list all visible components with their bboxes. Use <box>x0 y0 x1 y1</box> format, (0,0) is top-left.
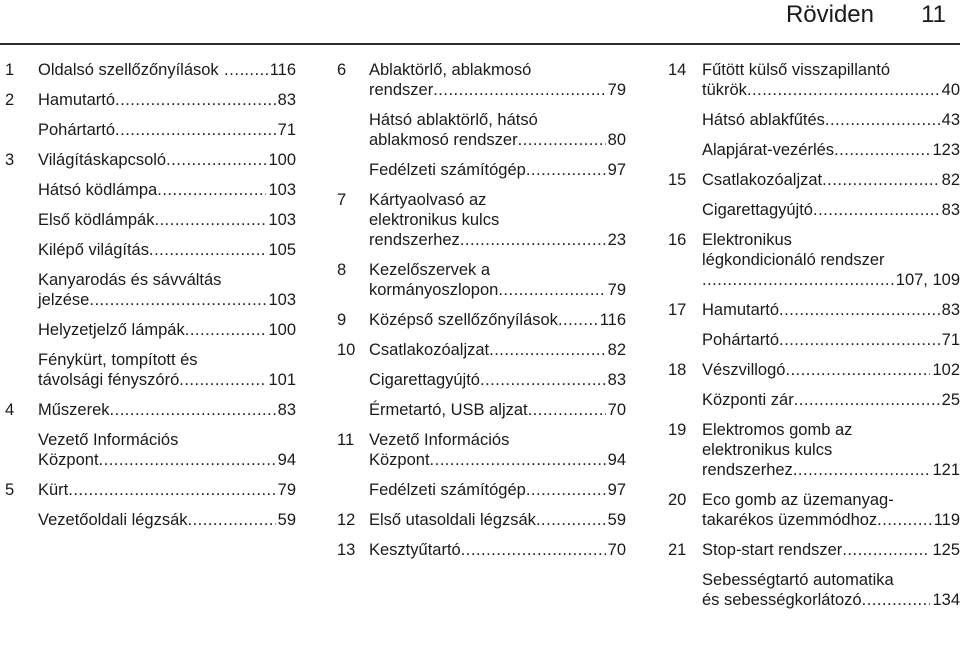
page-reference: 83 <box>607 371 626 389</box>
callout-number: 16 <box>668 231 687 249</box>
index-entry <box>0 90 302 110</box>
index-entry <box>330 510 632 530</box>
index-column-3 <box>665 60 960 620</box>
index-entry <box>330 110 632 150</box>
entry-text: rendszer <box>369 81 434 99</box>
index-entry <box>0 180 302 200</box>
index-entry <box>330 540 632 560</box>
index-entry <box>0 270 302 310</box>
dot-leader <box>834 140 930 160</box>
entry-text: Hátsó ködlámpa <box>38 181 158 199</box>
dot-leader <box>166 150 266 170</box>
dot-leader <box>813 200 940 220</box>
dot-leader <box>185 320 267 340</box>
dot-leader <box>558 310 598 330</box>
dot-leader <box>793 460 931 480</box>
index-entry <box>0 240 302 260</box>
dot-leader <box>779 300 940 320</box>
index-entry <box>665 140 960 160</box>
dot-leader <box>115 90 276 110</box>
dot-leader <box>518 130 606 150</box>
index-column-2 <box>330 60 632 570</box>
entry-text: Sebességtartó automatika <box>702 571 894 589</box>
dot-leader <box>89 290 266 310</box>
entry-text: Vészvillogó <box>702 361 786 379</box>
index-entry <box>330 160 632 180</box>
entry-text: Fedélzeti számítógép <box>369 481 526 499</box>
page-reference: 70 <box>607 401 626 419</box>
callout-number: 13 <box>337 541 356 559</box>
entry-text: Első ködlámpák <box>38 211 155 229</box>
entry-text: Érmetartó, USB aljzat <box>369 401 528 419</box>
dot-leader <box>460 230 606 250</box>
entry-text: Központ <box>38 451 99 469</box>
index-entry <box>0 210 302 230</box>
index-entry <box>665 200 960 220</box>
index-entry <box>665 390 960 410</box>
dot-leader <box>862 590 931 610</box>
callout-number: 3 <box>5 151 15 169</box>
dot-leader <box>526 160 606 180</box>
entry-text: Elektronikus <box>702 231 792 249</box>
dot-leader <box>877 510 932 530</box>
page-reference: 43 <box>941 111 960 129</box>
page-reference: 59 <box>607 511 626 529</box>
header-rule <box>0 43 960 45</box>
index-entry <box>330 430 632 470</box>
entry-text: Fedélzeti számítógép <box>369 161 526 179</box>
page-reference: 79 <box>607 81 626 99</box>
index-entry <box>0 120 302 140</box>
callout-number: 15 <box>668 171 687 189</box>
entry-text: Alapjárat-vezérlés <box>702 141 835 159</box>
index-entry <box>0 510 302 530</box>
page-reference: 80 <box>607 131 626 149</box>
callout-number: 19 <box>668 421 687 439</box>
index-entry <box>330 370 632 390</box>
dot-leader <box>110 400 276 420</box>
index-entry <box>330 340 632 360</box>
page-reference: 97 <box>607 161 626 179</box>
entry-text: Hátsó ablakfűtés <box>702 111 825 129</box>
index-entry <box>0 400 302 420</box>
callout-number: 18 <box>668 361 687 379</box>
entry-text: Hamutartó <box>702 301 780 319</box>
dot-leader <box>779 330 940 350</box>
index-entry <box>330 400 632 420</box>
page-reference: 116 <box>599 311 626 329</box>
dot-leader <box>825 110 940 130</box>
callout-number: 17 <box>668 301 687 319</box>
entry-text: Kezelőszervek a <box>369 261 491 279</box>
dot-leader <box>842 540 930 560</box>
page-reference: 105 <box>268 241 296 259</box>
page-reference: 83 <box>277 91 296 109</box>
page-reference: 97 <box>607 481 626 499</box>
index-entry <box>330 190 632 250</box>
index-entry <box>665 60 960 100</box>
entry-text: Elektromos gomb az <box>702 421 853 439</box>
dot-leader <box>498 280 605 300</box>
index-entry <box>665 420 960 480</box>
entry-text: Középső szellőzőnyílások <box>369 311 558 329</box>
page-reference: 83 <box>941 301 960 319</box>
dot-leader <box>526 480 606 500</box>
entry-text: Vezetőoldali légzsák <box>38 511 188 529</box>
dot-leader <box>536 510 606 530</box>
page-reference: 83 <box>941 201 960 219</box>
page-reference: 116 <box>269 61 296 79</box>
dot-leader <box>154 210 266 230</box>
dot-leader <box>157 180 266 200</box>
page-reference: 100 <box>268 151 296 169</box>
callout-number: 5 <box>5 481 15 499</box>
page-reference: 71 <box>941 331 960 349</box>
entry-text: Vezető Információs <box>369 431 510 449</box>
entry-text: légkondicionáló rendszer <box>702 251 885 269</box>
callout-number: 10 <box>337 341 356 359</box>
page-reference: 125 <box>932 541 960 559</box>
entry-text: távolsági fényszóró <box>38 371 180 389</box>
entry-text: ablakmosó rendszer <box>369 131 518 149</box>
entry-text: Oldalsó szellőzőnyílások …. <box>38 61 245 79</box>
entry-text: takarékos üzemmódhoz <box>702 511 878 529</box>
dot-leader <box>794 390 940 410</box>
dot-leader <box>149 240 266 260</box>
dot-leader <box>822 170 940 190</box>
page-reference: 71 <box>277 121 296 139</box>
dot-leader <box>528 400 606 420</box>
index-entry <box>665 170 960 190</box>
page-reference: 40 <box>941 81 960 99</box>
page-reference: 102 <box>932 361 960 379</box>
page-reference: 59 <box>277 511 296 529</box>
callout-number: 8 <box>337 261 347 279</box>
callout-number: 11 <box>337 431 355 449</box>
page-reference: 83 <box>277 401 296 419</box>
section-title: Röviden <box>785 1 874 28</box>
page-reference: 101 <box>268 371 296 389</box>
callout-number: 14 <box>668 61 687 79</box>
page-reference: 70 <box>607 541 626 559</box>
index-entry <box>0 480 302 500</box>
index-entry <box>330 310 632 330</box>
entry-text: Csatlakozóaljzat <box>702 171 823 189</box>
page-reference: 121 <box>932 461 960 479</box>
dot-leader <box>489 340 606 360</box>
dot-leader <box>244 60 267 80</box>
entry-text: Vezető Információs <box>38 431 179 449</box>
index-entry <box>330 480 632 500</box>
entry-text: Eco gomb az üzemanyag- <box>702 491 894 509</box>
index-column-1 <box>0 60 302 540</box>
entry-text: Stop-start rendszer <box>702 541 843 559</box>
page-reference: 79 <box>607 281 626 299</box>
page-reference: 94 <box>607 451 626 469</box>
entry-text: Kürt <box>38 481 69 499</box>
entry-text: elektronikus kulcs <box>369 211 500 229</box>
page-reference: 107, 109 <box>895 271 960 289</box>
page-reference: 134 <box>932 591 960 609</box>
callout-number: 9 <box>337 311 347 329</box>
entry-text: Csatlakozóaljzat <box>369 341 490 359</box>
entry-text: Világításkapcsoló <box>38 151 167 169</box>
entry-text: Fénykürt, tompított és <box>38 351 198 369</box>
dot-leader <box>68 480 275 500</box>
callout-number: 12 <box>337 511 356 529</box>
dot-leader <box>430 450 606 470</box>
entry-text: és sebességkorlátozó <box>702 591 862 609</box>
dot-leader <box>480 370 606 390</box>
dot-leader <box>785 360 930 380</box>
index-entry <box>665 540 960 560</box>
entry-text: Központi zár <box>702 391 794 409</box>
entry-text: jelzése <box>38 291 90 309</box>
index-entry <box>0 350 302 390</box>
dot-leader <box>702 270 894 290</box>
index-entry <box>665 300 960 320</box>
page-reference: 103 <box>268 181 296 199</box>
entry-text: Kilépő világítás <box>38 241 149 259</box>
index-entry <box>665 110 960 130</box>
page-reference: 123 <box>932 141 960 159</box>
dot-leader <box>188 510 276 530</box>
index-entry <box>665 570 960 610</box>
dot-leader <box>747 80 940 100</box>
entry-text: Helyzetjelző lámpák <box>38 321 185 339</box>
entry-text: rendszerhez <box>702 461 793 479</box>
index-entry <box>0 150 302 170</box>
index-entry <box>665 360 960 380</box>
index-entry <box>330 60 632 100</box>
page-reference: 94 <box>277 451 296 469</box>
index-entry <box>0 430 302 470</box>
callout-number: 6 <box>337 61 347 79</box>
entry-text: tükrök <box>702 81 747 99</box>
entry-text: Pohártartó <box>38 121 116 139</box>
entry-text: rendszerhez <box>369 231 460 249</box>
callout-number: 4 <box>5 401 15 419</box>
page-reference: 25 <box>941 391 960 409</box>
dot-leader <box>433 80 605 100</box>
page-reference: 79 <box>277 481 296 499</box>
page-reference: 119 <box>933 511 960 529</box>
page-reference: 82 <box>607 341 626 359</box>
page-header <box>0 0 960 44</box>
index-entry <box>0 320 302 340</box>
page-reference: 103 <box>268 211 296 229</box>
entry-text: kormányoszlopon <box>369 281 499 299</box>
page-reference: 100 <box>268 321 296 339</box>
entry-text: Ablaktörlő, ablakmosó <box>369 61 532 79</box>
dot-leader <box>99 450 276 470</box>
entry-text: Kesztyűtartó <box>369 541 461 559</box>
entry-text: elektronikus kulcs <box>702 441 833 459</box>
index-entry <box>665 230 960 290</box>
page-reference: 23 <box>607 231 626 249</box>
page-reference: 82 <box>941 171 960 189</box>
dot-leader <box>179 370 266 390</box>
index-entry <box>665 490 960 530</box>
callout-number: 1 <box>5 61 15 79</box>
callout-number: 7 <box>337 191 347 209</box>
entry-text: Kártyaolvasó az <box>369 191 487 209</box>
entry-text: Első utasoldali légzsák <box>369 511 536 529</box>
index-entry <box>665 330 960 350</box>
callout-number: 21 <box>668 541 687 559</box>
entry-text: Központ <box>369 451 430 469</box>
page-number: 11 <box>921 1 946 28</box>
page-reference: 103 <box>268 291 296 309</box>
index-entry <box>0 60 302 80</box>
index-entry <box>330 260 632 300</box>
entry-text: Fűtött külső visszapillantó <box>702 61 891 79</box>
callout-number: 20 <box>668 491 687 509</box>
entry-text: Cigarettagyújtó <box>702 201 813 219</box>
entry-text: Hátsó ablaktörlő, hátsó <box>369 111 538 129</box>
entry-text: Cigarettagyújtó <box>369 371 480 389</box>
entry-text: Kanyarodás és sávváltás <box>38 271 222 289</box>
dot-leader <box>461 540 606 560</box>
entry-text: Műszerek <box>38 401 110 419</box>
entry-text: Hamutartó <box>38 91 116 109</box>
dot-leader <box>115 120 276 140</box>
entry-text: Pohártartó <box>702 331 780 349</box>
callout-number: 2 <box>5 91 15 109</box>
